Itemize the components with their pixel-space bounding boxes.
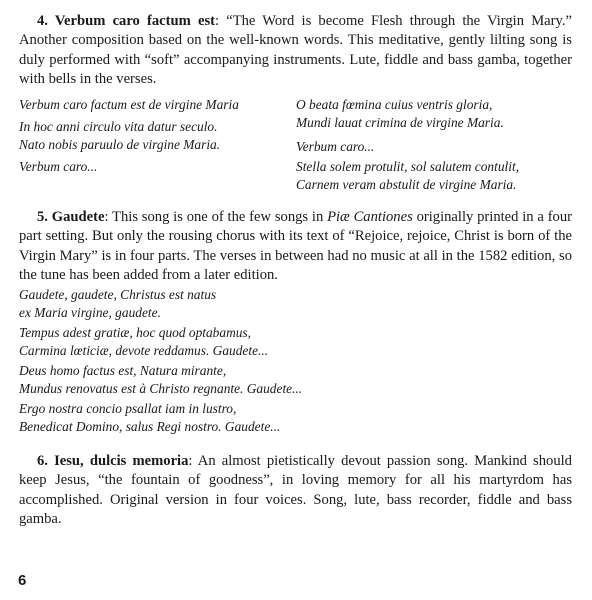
verse-line: Ergo nostra concio psallat iam in lustro, bbox=[19, 401, 237, 416]
verse-line: Mundi lauat crimina de virgine Maria. bbox=[296, 115, 504, 131]
section-4-verse-right-3 bbox=[296, 158, 519, 194]
verse-line: Carnem veram abstulit de virgine Maria. bbox=[296, 177, 517, 193]
section-5-verse-3 bbox=[19, 362, 302, 398]
section-5-body-b: originally printed in a four part setting. But only the rousing chorus with its text of “Rejoice, rejoice, Christ is born of the Virgin Mary” is in four parts. The verses in between had no music at all in the 1582 edition, so the tune has been added from a later edition. bbox=[19, 209, 573, 284]
verse-line: In hoc anni circulo vita datur seculo. bbox=[19, 119, 218, 134]
section-4-body: : “The Word is become Flesh through the Virgin Mary.” Another composition based on the well-known words. This meditative, gently lilting song is duly performed with “soft” accompanying instruments. Lute, fiddle and bass gamba, together with bells in the verses. bbox=[19, 13, 572, 88]
section-4-verse-left-1 bbox=[19, 96, 239, 114]
section-4-heading: 4. Verbum caro factum est bbox=[37, 13, 215, 29]
verse-line: Verbum caro... bbox=[296, 139, 375, 154]
section-4-paragraph bbox=[19, 12, 572, 90]
section-6-paragraph bbox=[19, 452, 572, 530]
section-4-verse-right-2 bbox=[296, 138, 374, 156]
section-5-verse-2 bbox=[19, 324, 268, 360]
section-4-verse-left-3 bbox=[19, 158, 97, 176]
verse-line: Benedicat Domino, salus Regi nostro. Gaudete... bbox=[19, 419, 281, 435]
verse-line: Verbum caro factum est de virgine Maria bbox=[19, 97, 239, 112]
verse-line: ex Maria virgine, gaudete. bbox=[19, 305, 161, 321]
verse-line: Verbum caro... bbox=[19, 159, 98, 174]
section-5-heading: 5. Gaudete bbox=[37, 209, 105, 225]
verse-line: Gaudete, gaudete, Christus est natus bbox=[19, 287, 217, 302]
verse-line: Carmina lœticiæ, devote reddamus. Gaudete... bbox=[19, 343, 269, 359]
section-5-paragraph bbox=[19, 208, 572, 286]
verse-line: Nato nobis paruulo de virgine Maria. bbox=[19, 137, 221, 153]
verse-line: Tempus adest gratiæ, hoc quod optabamus, bbox=[19, 325, 251, 340]
section-4-verse-left-2 bbox=[19, 118, 220, 154]
page-number: 6 bbox=[18, 572, 27, 589]
section-5-body-a: : This song is one of the few songs in bbox=[104, 209, 328, 225]
section-6-heading: 6. Iesu, dulcis memoria bbox=[37, 453, 189, 469]
section-6-body: : An almost pietistically devout passion song. Mankind should keep Jesus, “the fountain of goodness”, in loving memory for all his martyrdom has accomplished. Original version in four voices. Song, lute, bass recorder, fiddle and bass gamba. bbox=[19, 453, 572, 528]
verse-line: Stella solem protulit, sol salutem contulit, bbox=[296, 159, 520, 174]
verse-line: Deus homo factus est, Natura mirante, bbox=[19, 363, 227, 378]
section-4-verse-right-1 bbox=[296, 96, 504, 132]
section-5-verse-1 bbox=[19, 286, 216, 322]
section-5-title-italic: Piæ Cantiones bbox=[327, 209, 413, 225]
verse-line: Mundus renovatus est à Christo regnante. Gaudete... bbox=[19, 381, 303, 397]
verse-line: O beata fœmina cuius ventris gloria, bbox=[296, 97, 493, 112]
section-5-verse-4 bbox=[19, 400, 280, 436]
